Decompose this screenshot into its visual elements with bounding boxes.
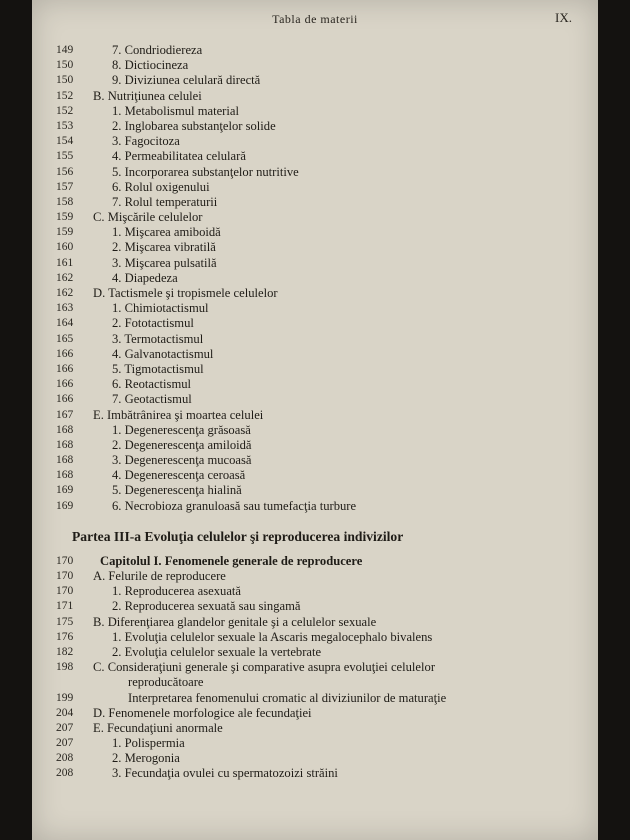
toc-entry-title: 5. Incorporarea substanţelor nutritive [112,164,299,179]
toc-entry [56,43,580,58]
toc-entry [56,408,580,423]
toc-page-number: 198 [56,661,74,674]
toc-entry [56,691,580,706]
toc-page-number: 150 [56,74,74,87]
toc-entry-title: 3. Mişcarea pulsatilă [112,255,217,270]
toc-page-number: 160 [56,241,74,254]
toc-section-2 [56,554,580,782]
toc-entry-title: 5. Tigmotactismul [112,361,204,376]
toc-page-number: 149 [56,44,74,56]
toc-entry-title: 5. Degenerescenţa hialină [112,483,242,498]
toc-entry-title: 1. Chimiotactismul [112,301,209,316]
toc-page-number: 158 [56,195,74,208]
toc-entry-title: 1. Degenerescenţa grăsoasă [112,422,251,437]
toc-entry-title: 3. Degenerescenţa mucoasă [112,453,252,468]
toc-entry-title: C. Mişcările celulelor [93,210,203,225]
toc-page-number: 207 [56,721,74,734]
toc-entry [56,362,580,377]
toc-entry-title: 4. Degenerescenţa ceroasă [112,468,246,483]
toc-entry-title: Interpretarea fenomenului cromatic al diviziunilor de maturaţie [128,690,447,705]
toc-page-number: 162 [56,287,74,299]
toc-entry [56,286,580,301]
toc-entry [56,554,580,569]
toc-entry-title: Capitolul I. Fenomenele generale de reproducere [100,553,363,568]
toc-entry [56,332,580,347]
toc-page-number: 199 [56,691,74,704]
toc-page-number: 159 [56,226,74,239]
part-heading-text: Partea III-a Evoluţia celulelor şi reproducerea indivizilor [72,528,404,544]
toc-entry-title: 6. Rolul oxigenului [112,179,210,194]
toc-entry [56,58,580,73]
toc-section-1 [56,43,580,514]
toc-entry [56,104,580,119]
toc-page-number: 168 [56,423,74,436]
toc-entry-title: B. Diferenţiarea glandelor genitale şi a celulelor sexuale [93,614,377,629]
toc-entry [56,73,580,88]
toc-entry-title: 1. Polispermia [112,736,185,751]
toc-entry-title: A. Felurile de reproducere [93,569,226,583]
toc-entry [56,599,580,614]
toc-page-number: 169 [56,484,74,497]
toc-entry-title: reproducătoare [128,675,204,690]
toc-page-number: 155 [56,150,74,163]
toc-page-number: 161 [56,256,74,269]
toc-entry [56,645,580,660]
toc-page-number: 164 [56,317,74,330]
toc-entry [56,630,580,645]
toc-entry [56,271,580,286]
toc-entry-title: 9. Diviziunea celulară directă [112,73,261,88]
toc-entry-title: 1. Reproducerea asexuată [112,584,242,599]
toc-entry [56,766,580,781]
toc-entry-title: 3. Fagocitoza [112,134,180,149]
toc-page-number: 163 [56,302,74,315]
toc-entry [56,751,580,766]
toc-entry-title: 2. Mişcarea vibratilă [112,240,216,255]
toc-entry [56,134,580,149]
toc-page-number: 170 [56,585,74,598]
toc-entry-title: 1. Metabolismul material [112,103,239,118]
toc-page-number: 157 [56,180,74,193]
toc-entry [56,615,580,630]
toc-entry-title: 2. Inglobarea substanţelor solide [112,118,276,133]
toc-entry-title: 6. Necrobioza granuloasă sau tumefacţia turbure [112,498,357,513]
toc-entry [56,438,580,453]
toc-page-number: 168 [56,469,74,482]
toc-page-number: 156 [56,165,74,178]
toc-entry-title: 3. Termotactismul [112,331,204,346]
toc-page-number: 166 [56,362,74,375]
toc-entry-title: 7. Geotactismul [112,392,192,407]
toc-page-number: 168 [56,438,74,451]
toc-page-number: 166 [56,393,74,406]
toc-page-number: 182 [56,645,74,658]
toc-entry-title: 2. Fototactismul [112,316,194,331]
toc-entry-title: C. Consideraţiuni generale şi comparative asupra evoluţiei celulelor [93,660,436,675]
toc-page-number: 176 [56,630,74,643]
toc-entry [56,675,580,690]
toc-entry [56,499,580,514]
page-number: IX. [555,10,572,25]
running-title: Tabla de materii [272,12,358,26]
toc-entry [56,660,580,675]
toc-entry-title: 2. Reproducerea sexuată sau singamă [112,599,301,614]
toc-entry-title: 2. Degenerescenţa amiloidă [112,437,252,452]
toc-entry [56,119,580,134]
toc-entry-title: 4. Diapedeza [112,270,178,285]
toc-entry-title: 8. Dictiocineza [112,58,189,73]
toc-entry-title: 4. Permeabilitatea celulară [112,149,246,164]
toc-entry [56,195,580,210]
toc-entry [56,180,580,195]
toc-page-number: 150 [56,59,74,72]
toc-page-number: 152 [56,104,74,117]
toc-page-number: 152 [56,89,74,102]
toc-entry-title: D. Fenomenele morfologice ale fecundaţiei [93,705,312,720]
toc-entry [56,483,580,498]
toc-entry [56,392,580,407]
toc-entry [56,468,580,483]
part-heading [56,524,580,550]
toc-entry [56,423,580,438]
toc-entry [56,165,580,180]
toc-page-number: 171 [56,600,74,613]
toc-entry [56,240,580,255]
toc-entry-title: 1. Evoluţia celulelor sexuale la Ascaris megalocephalo bivalens [112,629,433,644]
toc-entry [56,721,580,736]
toc-page-number: 169 [56,499,74,512]
toc-entry [56,377,580,392]
toc-entry [56,736,580,751]
toc-entry [56,347,580,362]
toc-entry [56,225,580,240]
toc-entry-title: 7. Rolul temperaturii [112,194,218,209]
toc-entry [56,316,580,331]
toc-entry-title: 3. Fecundaţia ovulei cu spermatozoizi străini [112,766,338,781]
toc-entry-title: 4. Galvanotactismul [112,346,214,361]
toc-page-number: 170 [56,570,74,582]
toc-entry [56,584,580,599]
book-page [32,0,598,840]
toc-entry-title: 2. Merogonia [112,751,180,766]
toc-entry-title: D. Tactismele şi tropismele celulelor [93,286,278,300]
toc-entry-title: 2. Evoluţia celulelor sexuale la vertebrate [112,644,322,659]
toc-entry-title: 7. Condriodiereza [112,43,203,57]
toc-page-number: 204 [56,706,74,719]
table-of-contents [56,43,580,782]
toc-page-number: 153 [56,119,74,132]
toc-page-number: 162 [56,271,74,284]
toc-entry [56,569,580,584]
toc-entry-title: 1. Mişcarea amiboidă [112,225,221,240]
toc-page-number: 167 [56,408,74,421]
toc-page-number: 170 [56,554,74,567]
toc-entry [56,210,580,225]
toc-page-number: 208 [56,752,74,765]
toc-page-number: 168 [56,454,74,467]
toc-entry [56,89,580,104]
toc-page-number: 166 [56,347,74,360]
toc-page-number: 159 [56,211,74,224]
toc-page-number: 207 [56,737,74,750]
toc-page-number: 175 [56,615,74,628]
toc-page-number: 154 [56,135,74,148]
toc-entry-title: E. Imbătrânirea şi moartea celulei [93,407,264,422]
toc-page-number: 165 [56,332,74,345]
toc-entry-title: E. Fecundaţiuni anormale [93,720,223,735]
toc-page-number: 166 [56,378,74,391]
toc-entry [56,706,580,721]
toc-entry [56,149,580,164]
toc-entry-title: B. Nutriţiunea celulei [93,88,202,103]
toc-entry [56,256,580,271]
toc-entry [56,301,580,316]
toc-page-number: 208 [56,767,74,780]
toc-entry-title: 6. Reotactismul [112,377,192,392]
toc-entry [56,453,580,468]
